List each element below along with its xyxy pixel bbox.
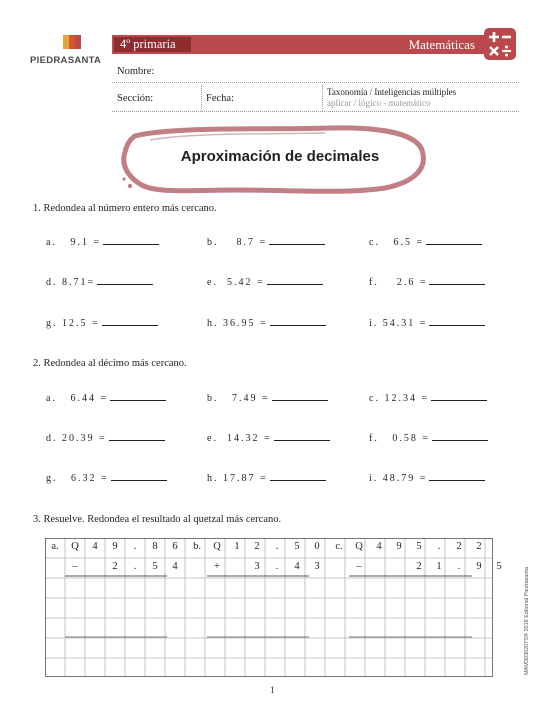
q1-item-e: e. 5.42 =: [207, 275, 323, 288]
grid-cell: 9: [112, 541, 118, 552]
grid-cell: Q: [213, 541, 221, 552]
grid-cell: .: [133, 541, 137, 552]
q2-item-h: h. 17.87 =: [207, 471, 326, 484]
q1-item-g: g. 12.5 =: [46, 316, 158, 329]
grid-cell: –: [356, 561, 362, 572]
answer-blank[interactable]: [426, 235, 482, 245]
answer-blank[interactable]: [269, 235, 325, 245]
answer-blank[interactable]: [429, 275, 485, 285]
fields-bottom-line: [112, 111, 519, 112]
grid-cell: 2: [416, 561, 422, 572]
answer-blank[interactable]: [102, 316, 158, 326]
answer-blank[interactable]: [103, 235, 159, 245]
page-number: 1: [270, 685, 275, 695]
q1-item-d: d. 8.71=: [46, 275, 153, 288]
q2-item-g: g. 6.32 =: [46, 471, 167, 484]
grid-cell: 1: [234, 541, 240, 552]
field-divider: [322, 85, 323, 111]
grid-cell: 4: [92, 541, 98, 552]
subject-label: Matemáticas: [408, 37, 475, 52]
grid-cell: Q: [71, 541, 79, 552]
answer-blank[interactable]: [267, 275, 323, 285]
section-label: Sección:: [117, 93, 154, 104]
answer-blank[interactable]: [274, 431, 330, 441]
answer-blank[interactable]: [110, 391, 166, 401]
answer-blank[interactable]: [270, 316, 326, 326]
answer-blank[interactable]: [111, 471, 167, 481]
answer-blank[interactable]: [431, 391, 487, 401]
grid-cell: 8: [152, 541, 158, 552]
grid-cell: 5: [496, 561, 502, 572]
grid-cell: 0: [314, 541, 320, 552]
answer-blank[interactable]: [429, 316, 485, 326]
grid-cell: 5: [294, 541, 300, 552]
grid-cell: .: [275, 561, 279, 572]
q1-item-i: i. 54.31 =: [369, 316, 485, 329]
publisher-code: MAM3030207S® 2018 Editorial Piedrasanta: [524, 566, 530, 675]
grid-cell: 2: [254, 541, 260, 552]
grid-cell: 1: [436, 561, 442, 572]
q1-item-b: b. 8.7 =: [207, 235, 325, 248]
brand-logo-icon: [62, 34, 82, 56]
answer-blank[interactable]: [272, 391, 328, 401]
page-title: Aproximación de decimales: [180, 148, 380, 165]
q2-item-i: i. 48.79 =: [369, 471, 485, 484]
grid-cell: 2: [456, 541, 462, 552]
grid-cell: .: [133, 561, 137, 572]
grid-cell: 9: [476, 561, 482, 572]
grid-cell: 5: [152, 561, 158, 572]
grid-cell: 9: [396, 541, 402, 552]
q2-item-f: f. 0.58 =: [369, 431, 488, 444]
taxonomy-value: aplicar / lógico - matemático: [327, 98, 431, 108]
q1-item-a: a. 9.1 =: [46, 235, 159, 248]
grid-cell: 6: [172, 541, 178, 552]
q1-item-h: h. 36.95 =: [207, 316, 326, 329]
grid-cell: 5: [416, 541, 422, 552]
q1-item-f: f. 2.6 =: [369, 275, 485, 288]
math-operations-icon: [483, 27, 517, 61]
answer-blank[interactable]: [432, 431, 488, 441]
q2-item-d: d. 20.39 =: [46, 431, 165, 444]
grid-cell: 2: [112, 561, 118, 572]
grade-label: 4º primaria: [120, 37, 176, 51]
grid-cell: 2: [476, 541, 482, 552]
name-line[interactable]: [112, 82, 519, 83]
grid-cell: 4: [294, 561, 300, 572]
problem-c-label: c.: [335, 541, 343, 552]
grid-cell: .: [457, 561, 461, 572]
q1-item-c: c. 6.5 =: [369, 235, 482, 248]
question-2-heading: 2. Redondea al décimo más cercano.: [33, 358, 187, 369]
name-label: Nombre:: [117, 66, 155, 77]
grid-cell: 3: [314, 561, 320, 572]
q2-item-a: a. 6.44 =: [46, 391, 166, 404]
q2-item-e: e. 14.32 =: [207, 431, 330, 444]
taxonomy-label: Taxonomía / Inteligencias múltiples: [327, 87, 457, 97]
grid-cell: .: [437, 541, 441, 552]
date-label: Fecha:: [206, 93, 234, 104]
question-3-heading: 3. Resuelve. Redondea el resultado al quetzal más cercano.: [33, 514, 282, 525]
q2-item-c: c. 12.34 =: [369, 391, 487, 404]
grid-cell: +: [214, 561, 220, 572]
brand-name: PIEDRASANTA: [30, 55, 102, 66]
answer-blank[interactable]: [109, 431, 165, 441]
answer-blank[interactable]: [270, 471, 326, 481]
problem-a-label: a.: [51, 541, 59, 552]
problem-b-label: b.: [193, 541, 201, 552]
grid-cell: .: [275, 541, 279, 552]
q2-item-b: b. 7.49 =: [207, 391, 328, 404]
answer-blank[interactable]: [429, 471, 485, 481]
question-1-heading: 1. Redondea al número entero más cercano.: [33, 203, 217, 214]
calculation-grid[interactable]: [45, 538, 493, 677]
grid-cell: 4: [172, 561, 178, 572]
grid-cell: Q: [355, 541, 363, 552]
answer-blank[interactable]: [97, 275, 153, 285]
field-divider: [201, 85, 202, 111]
grid-cell: 3: [254, 561, 260, 572]
grid-cell: –: [72, 561, 78, 572]
grid-cell: 4: [376, 541, 382, 552]
